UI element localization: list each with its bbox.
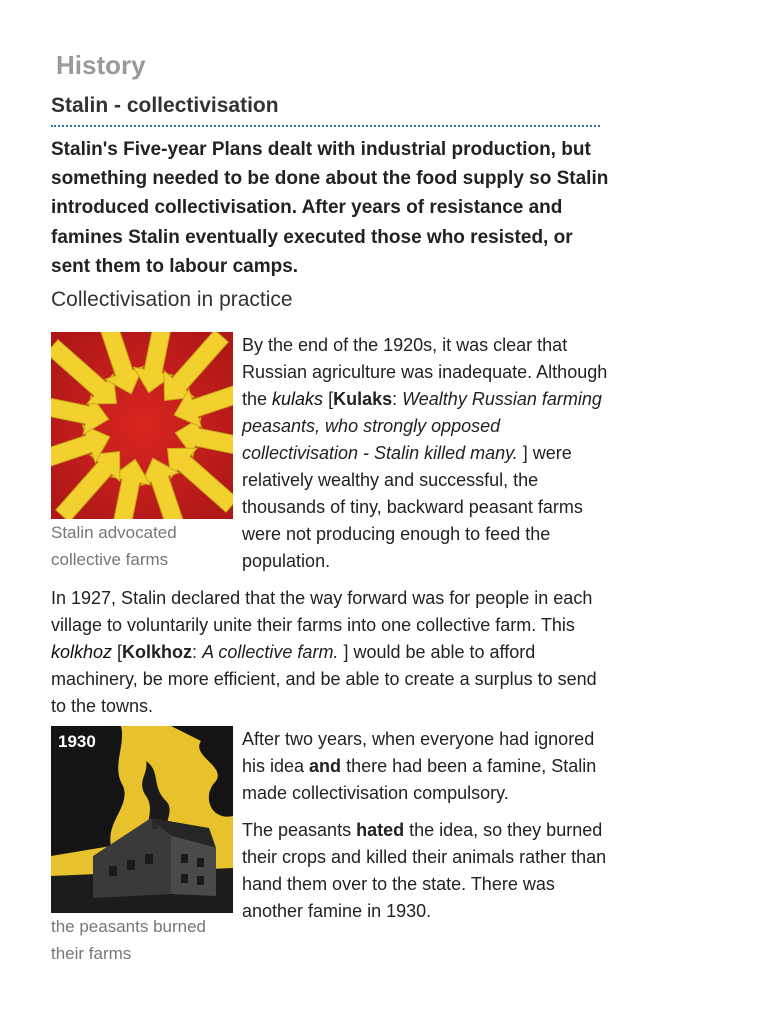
paragraph-kolkhoz: In 1927, Stalin declared that the way forward was for people in each village to voluntarily unite their farms into one collective farm. This kolkhoz [Kolkhoz: A collective farm. ] would be able to afford machinery, be more efficient, and be able to create a surplus to send to the towns. — [51, 588, 597, 716]
glossary-definition: Wealthy Russian farming peasants, who strongly opposed collectivisation - Stalin killed many. — [242, 389, 602, 463]
site-title: History — [56, 50, 146, 80]
title-divider — [51, 125, 600, 127]
arrows-image — [51, 332, 233, 519]
term-kolkhoz[interactable]: kolkhoz — [51, 642, 113, 662]
term-kulaks[interactable]: kulaks — [272, 389, 324, 409]
figure-collective-farms — [51, 332, 233, 573]
figure-burned-farms — [51, 726, 233, 967]
content-block-1 — [51, 332, 611, 730]
figure-caption: Stalin advocated collective farms — [51, 523, 177, 569]
intro-paragraph: Stalin's Five-year Plans dealt with industrial production, but something needed to be done about the food supply so Stalin introduced collectivisation. After years of resistance and famines Stalin eventually executed those who resisted, or sent them to labour camps. — [51, 139, 609, 277]
glossary-definition: A collective farm. — [202, 642, 339, 662]
figure-caption: the peasants burned their farms — [51, 917, 207, 963]
paragraph-peasants-burned: The peasants hated the idea, so they burned their crops and killed their animals rather than hand them over to the state. There was another famine in 1930. — [242, 820, 607, 921]
content-block-2 — [51, 726, 611, 967]
burning-farm-image — [51, 726, 233, 913]
section-heading: Collectivisation in practice — [51, 288, 293, 311]
page-title: Stalin - collectivisation — [51, 94, 279, 117]
paragraph-kulaks: By the end of the 1920s, it was clear that Russian agriculture was inadequate. Although the kulaks [Kulaks: Wealthy Russian farming peasants, who strongly opposed collectivisation - Stalin killed many. ] were relatively wealthy and successful, the thousands of tiny, backward peasant farms were not producing enough to feed the population. — [242, 335, 608, 571]
glossary-term: Kolkhoz — [122, 642, 193, 662]
glossary-term: Kulaks — [333, 389, 393, 409]
paragraph-compulsory: After two years, when everyone had ignored his idea and there had been a famine, Stalin made collectivisation compulsory. — [242, 729, 597, 803]
year-label: 1930 — [58, 732, 96, 751]
